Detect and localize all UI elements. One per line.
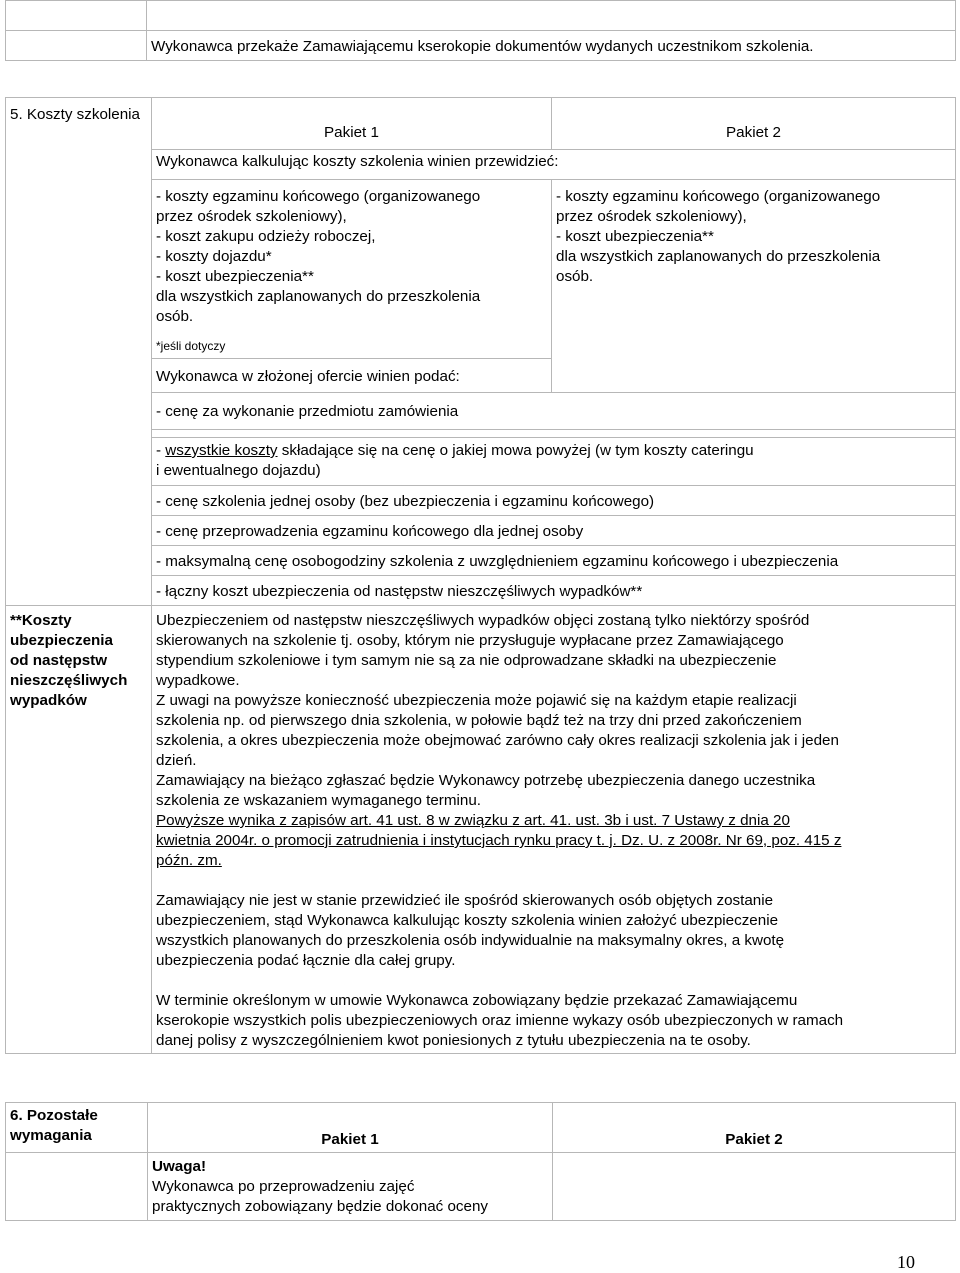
- other-requirements-table: [5, 1102, 956, 1221]
- insurance-line: ubezpieczeniem, stąd Wykonawca kalkulując koszty szkolenia winien założyć ubezpieczenie: [156, 912, 779, 929]
- insurance-line: wszystkich planowanych do przeszkolenia osób indywidualnie na maksymalny okres, a kwotę: [156, 932, 785, 949]
- insurance-heading-line: od następstw: [10, 652, 108, 669]
- warning-label: Uwaga!: [152, 1158, 207, 1175]
- spacer-cell: [152, 430, 956, 438]
- insurance-text: [152, 606, 956, 1054]
- insurance-line: szkolenia np. od pierwszego dnia szkolenia, w połowie bądź też na trzy dni przed zakończeniem: [156, 712, 802, 729]
- other-line: praktycznych zobowiązany będzie dokonać oceny: [152, 1198, 489, 1215]
- package1-line: - koszt ubezpieczenia**: [156, 268, 314, 285]
- all-costs-prefix: -: [156, 442, 166, 459]
- insurance-line: dzień.: [156, 752, 197, 769]
- package1-line: przez ośrodek szkoleniowy),: [156, 208, 347, 225]
- package1-line: osób.: [156, 308, 194, 325]
- insurance-line: wypadkowe.: [156, 672, 240, 689]
- item-exam: - cenę przeprowadzenia egzaminu końcowego dla jednej osoby: [152, 516, 956, 546]
- law-reference-line: kwietnia 2004r. o promocji zatrudnienia i instytucjach rynku pracy t. j. Dz. U. z 2008r. Nr 69, poz. 415 z: [156, 832, 842, 849]
- all-costs-rest: składające się na cenę o jakiej mowa powyżej (w tym koszty cateringu: [277, 442, 754, 459]
- package2-line: osób.: [556, 268, 594, 285]
- top-note: Wykonawca przekaże Zamawiającemu kserokopie dokumentów wydanych uczestnikom szkolenia.: [147, 31, 956, 61]
- insurance-heading-line: **Koszty: [10, 612, 72, 629]
- other-package1-header: Pakiet 1: [148, 1103, 553, 1153]
- item-insurance-total: - łączny koszt ubezpieczenia od następstw nieszczęśliwych wypadków**: [152, 576, 956, 606]
- other-package1-text: [148, 1153, 553, 1221]
- insurance-heading-line: nieszczęśliwych: [10, 672, 128, 689]
- package1-line: dla wszystkich zaplanowanych do przeszkolenia: [156, 288, 481, 305]
- offer-heading: Wykonawca w złożonej ofercie winien podać:: [152, 359, 552, 393]
- item-per-person: - cenę szkolenia jednej osoby (bez ubezpieczenia i egzaminu końcowego): [152, 486, 956, 516]
- top-right-empty-cell: [147, 1, 956, 31]
- law-reference-line: późn. zm.: [156, 852, 222, 869]
- package1-line: - koszty dojazdu*: [156, 248, 272, 265]
- other-heading-line: 6. Pozostałe: [10, 1107, 98, 1124]
- top-left-empty-cell: [6, 1, 147, 31]
- insurance-line: skierowanych na szkolenie tj. osoby, którym nie przysługuje wypłacane przez Zamawiającego: [156, 632, 784, 649]
- costs-heading: 5. Koszty szkolenia: [6, 98, 152, 606]
- insurance-heading: [6, 606, 152, 1054]
- insurance-line: szkolenia, a okres ubezpieczenia może obejmować zarówno cały okres realizacji szkolenia jak i jeden: [156, 732, 839, 749]
- item-price: - cenę za wykonanie przedmiotu zamówienia: [152, 393, 956, 430]
- insurance-line: Z uwagi na powyższe konieczność ubezpieczenia może pojawić się na każdym etapie realizacji: [156, 692, 797, 709]
- top-left-cell: [6, 31, 147, 61]
- law-reference-line: Powyższe wynika z zapisów art. 41 ust. 8 w związku z art. 41. ust. 3b i ust. 7 Ustawy z dnia 20: [156, 812, 790, 829]
- top-table: [5, 0, 956, 61]
- item-max-hour: - maksymalną cenę osobogodziny szkolenia z uwzględnieniem egzaminu końcowego i ubezpieczenia: [152, 546, 956, 576]
- insurance-line: szkolenia ze wskazaniem wymaganego terminu.: [156, 792, 481, 809]
- insurance-heading-line: ubezpieczenia: [10, 632, 113, 649]
- other-line: Wykonawca po przeprowadzeniu zajęć: [152, 1178, 415, 1195]
- insurance-line: Zamawiający na bieżąco zgłaszać będzie Wykonawcy potrzebę ubezpieczenia danego uczestnika: [156, 772, 816, 789]
- insurance-line: ubezpieczenia podać łącznie dla całej grupy.: [156, 952, 456, 969]
- costs-intro: Wykonawca kalkulując koszty szkolenia winien przewidzieć:: [152, 150, 956, 180]
- insurance-line: Ubezpieczeniem od następstw nieszczęśliwych wypadków objęci zostaną tylko niektórzy spośród: [156, 612, 810, 629]
- package1-costs: [152, 180, 552, 359]
- package2-costs: [552, 180, 956, 393]
- other-heading-line: wymagania: [10, 1127, 92, 1144]
- package2-line: - koszt ubezpieczenia**: [556, 228, 714, 245]
- costs-table: [5, 97, 956, 1054]
- all-costs-line2: i ewentualnego dojazdu): [156, 462, 321, 479]
- item-all-costs: [152, 438, 956, 486]
- package2-line: dla wszystkich zaplanowanych do przeszkolenia: [556, 248, 881, 265]
- other-left-empty-cell: [6, 1153, 148, 1221]
- package2-line: - koszty egzaminu końcowego (organizowanego: [556, 188, 881, 205]
- all-costs-link: wszystkie koszty: [165, 442, 278, 459]
- other-package2-empty-cell: [553, 1153, 956, 1221]
- package2-line: przez ośrodek szkoleniowy),: [556, 208, 747, 225]
- insurance-line: danej polisy z wyszczególnieniem kwot poniesionych z tytułu ubezpieczenia na te osoby.: [156, 1032, 751, 1049]
- other-heading: [6, 1103, 148, 1153]
- package1-header: Pakiet 1: [152, 98, 552, 150]
- package1-line: - koszt zakupu odzieży roboczej,: [156, 228, 376, 245]
- insurance-line: kserokopie wszystkich polis ubezpieczeniowych oraz imienne wykazy osób ubezpieczonych w ramach: [156, 1012, 844, 1029]
- insurance-line: Zamawiający nie jest w stanie przewidzieć ile spośród skierowanych osób objętych zostanie: [156, 892, 774, 909]
- insurance-heading-line: wypadków: [10, 692, 87, 709]
- other-package2-header: Pakiet 2: [553, 1103, 956, 1153]
- page-number: 10: [897, 1252, 915, 1272]
- footnote: *jeśli dotyczy: [156, 339, 226, 353]
- package2-header: Pakiet 2: [552, 98, 956, 150]
- insurance-line: stypendium szkoleniowe i tym samym nie są za nie odprowadzane składki na ubezpieczenie: [156, 652, 777, 669]
- insurance-line: W terminie określonym w umowie Wykonawca zobowiązany będzie przekazać Zamawiającemu: [156, 992, 798, 1009]
- package1-line: - koszty egzaminu końcowego (organizowanego: [156, 188, 481, 205]
